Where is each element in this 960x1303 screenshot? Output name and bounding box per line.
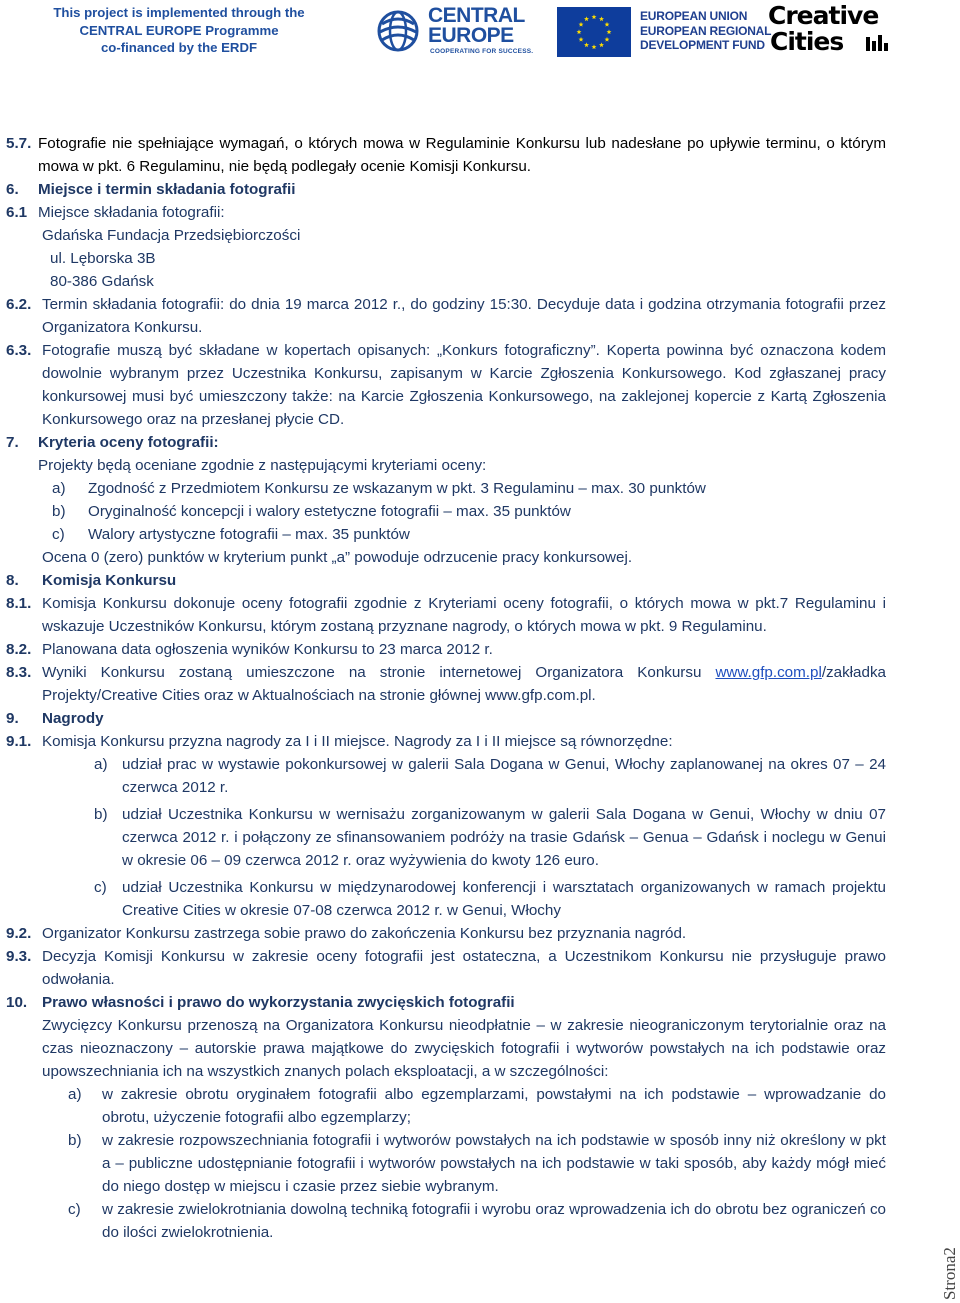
eu-fund-label: EUROPEAN UNION EUROPEAN REGIONAL DEVELOPMENT FUND	[640, 9, 772, 52]
criterion-b: b) Oryginalność koncepcji i walory estetyczne fotografii – max. 35 punktów	[52, 503, 571, 520]
point-6-1: 6.1 Miejsce składania fotografii:	[6, 204, 225, 221]
central-europe-logo	[374, 6, 546, 56]
point-8-1: 8.1. Komisja Konkursu dokonuje oceny fotografii zgodnie z Kryteriami oceny fotografii, o których mowa w pkt.7 Regulaminu i wskazuje Uczestników Konkursu, którym zostaną przyznane nagrody, o których mowa w pkt. 9 Regulaminu.	[6, 595, 886, 635]
rights-block	[6, 1014, 886, 1244]
central-europe-tagline: COOPERATING FOR SUCCESS.	[430, 48, 534, 55]
point-8-2: 8.2. Planowana data ogłoszenia wyników Konkursu to 23 marca 2012 r.	[6, 641, 493, 658]
right-c: c) w zakresie zwielokrotniania dowolną techniką fotografii i wyrobu oraz wprowadzenia ich do obrotu bez ograniczeń co do ilości zwielokrotnienia.	[68, 1201, 886, 1241]
criterion-c: c) Walory artystyczne fotografii – max. 35 punktów	[52, 526, 410, 543]
project-line-3: co-financed by the ERDF	[100, 40, 258, 55]
address-block	[6, 224, 886, 293]
point-5-7: 5.7. Fotografie nie spełniające wymagań, o których mowa w Regulaminie Konkursu lub nadesłane po upływie terminu, o którym mowa w pkt. 6 Regulaminu, nie będą podlegały ocenie Komisji Konkursu.	[6, 135, 886, 175]
point-6-2: 6.2. Termin składania fotografii: do dnia 19 marca 2012 r., do godziny 15:30. Decyduje data i godzina otrzymania fotografii przez Organizatora Konkursu.	[6, 296, 886, 336]
section-8-heading: 8. Komisja Konkursu	[6, 572, 177, 589]
address-line-2: ul. Lęborska 3B	[50, 250, 156, 267]
section-10-heading: 10. Prawo własności i prawo do wykorzystania zwycięskich fotografii	[6, 994, 515, 1011]
criteria-block	[6, 454, 886, 569]
gfp-website-link[interactable]: www.gfp.com.pl	[715, 664, 822, 681]
section-9-heading: 9. Nagrody	[6, 710, 104, 727]
prize-b: b) udział Uczestnika Konkursu w wernisażu zorganizowanym w galerii Sala Dogana w Genui, Włochy w dniu 07 czerwca 2012 r. i połączony ze sfinansowaniem podróży na trasie Gdańsk – Genua – Gdańsk i noclegu w Genui w okresie 06 – 09 czerwca 2012 r. oraz wyżywienia do kwoty 126 euro.	[94, 806, 886, 869]
right-a: a) w zakresie obrotu oryginałem fotografii albo egzemplarzami, powstałymi na ich podstawie – wprowadzanie do obrotu, użyczenie fotografii albo egzemplarzy;	[68, 1086, 886, 1126]
project-statement	[34, 4, 324, 57]
prizes-list	[6, 753, 886, 922]
eu-flag-icon	[557, 7, 631, 57]
section-6-heading: 6. Miejsce i termin składania fotografii	[6, 181, 296, 198]
rights-intro: Zwycięzcy Konkursu przenoszą na Organizatora Konkursu nieodpłatnie – w zakresie nieograniczonym terytorialnie oraz na czas nieoznaczony – autorskie prawa majątkowe do zwycięskich fotografii i wytworów powstałych na ich podstawie oraz upowszechniania ich na wszystkich znanych polach eksploatacji, a w szczególności:	[42, 1017, 886, 1080]
creative-cities-bars-icon	[866, 35, 892, 53]
right-b: b) w zakresie rozpowszechniania fotografii i wytworów powstałych na ich podstawie w sposób inny niż określony w pkt a – publiczne udostępnianie fotografii i wytworów powstałych na ich podstawie w taki sposób, aby każdy mógł mieć do niego dostęp w miejscu i czasie przez siebie wybranym.	[68, 1132, 886, 1195]
point-9-2: 9.2. Organizator Konkursu zastrzega sobie prawo do zakończenia Konkursu bez przyznania nagród.	[6, 925, 687, 942]
prize-a: a) udział prac w wystawie pokonkursowej w galerii Sala Dogana w Genui, Włochy zaplanowanej na okres 07 – 24 czerwca 2012 r.	[94, 756, 886, 796]
point-9-3: 9.3. Decyzja Komisji Konkursu w zakresie oceny fotografii jest ostateczna, a Uczestnikom Konkursu nie przysługuje prawo odwołania.	[6, 948, 886, 988]
criterion-a: a) Zgodność z Przedmiotem Konkursu ze wskazanym w pkt. 3 Regulaminu – max. 30 punktów	[52, 480, 706, 497]
point-8-3: 8.3. Wyniki Konkursu zostaną umieszczone na stronie internetowej Organizatora Konkursu www.gfp.com.pl/zakładka Projekty/Creative Cities oraz w Aktualnościach na stronie głównej www.gfp.com.pl.	[6, 664, 886, 704]
page-number-label: Strona2	[940, 1247, 959, 1300]
prize-c: c) udział Uczestnika Konkursu w międzynarodowej konferencji i warsztatach organizowanych w ramach projektu Creative Cities w okresie 07-08 czerwca 2012 r. w Genui, Włochy	[94, 879, 886, 919]
page-header	[0, 0, 960, 62]
central-europe-wordmark: CENTRAL EUROPE	[428, 4, 525, 47]
point-6-3: 6.3. Fotografie muszą być składane w kopertach opisanych: „Konkurs fotograficzny”. Koperta powinna być oznaczona kodem dowolnie wybranym przez Uczestnika Konkursu, zapisanym w Karcie Zgłoszenia Konkursowego. Kod zgłaszanej pracy konkursowej musi być umieszczony także: na Karcie Zgłoszenia Konkursowego, na zaklejonej kopercie z Kartą Zgłoszenia Konkursowego oraz na przesłanej płycie CD.	[6, 342, 886, 428]
creative-cities-logo: Creative Cities	[768, 2, 893, 56]
point-9-1: 9.1. Komisja Konkursu przyzna nagrody za I i II miejsce. Nagrody za I i II miejsce są równorzędne:	[6, 733, 673, 750]
criteria-intro: Projekty będą oceniane zgodnie z następującymi kryteriami oceny:	[38, 457, 487, 474]
project-line-1: This project is implemented through the	[53, 5, 305, 20]
regulation-document	[6, 132, 886, 1244]
central-europe-globe-icon	[374, 10, 424, 52]
section-7-heading: 7. Kryteria oceny fotografii:	[6, 434, 219, 451]
address-line-1: Gdańska Fundacja Przedsiębiorczości	[42, 227, 301, 244]
criteria-note: Ocena 0 (zero) punktów w kryterium punkt „a” powoduje odrzucenie pracy konkursowej.	[42, 549, 633, 566]
project-line-2: CENTRAL EUROPE Programme	[79, 22, 279, 38]
address-line-3: 80-386 Gdańsk	[50, 273, 154, 290]
